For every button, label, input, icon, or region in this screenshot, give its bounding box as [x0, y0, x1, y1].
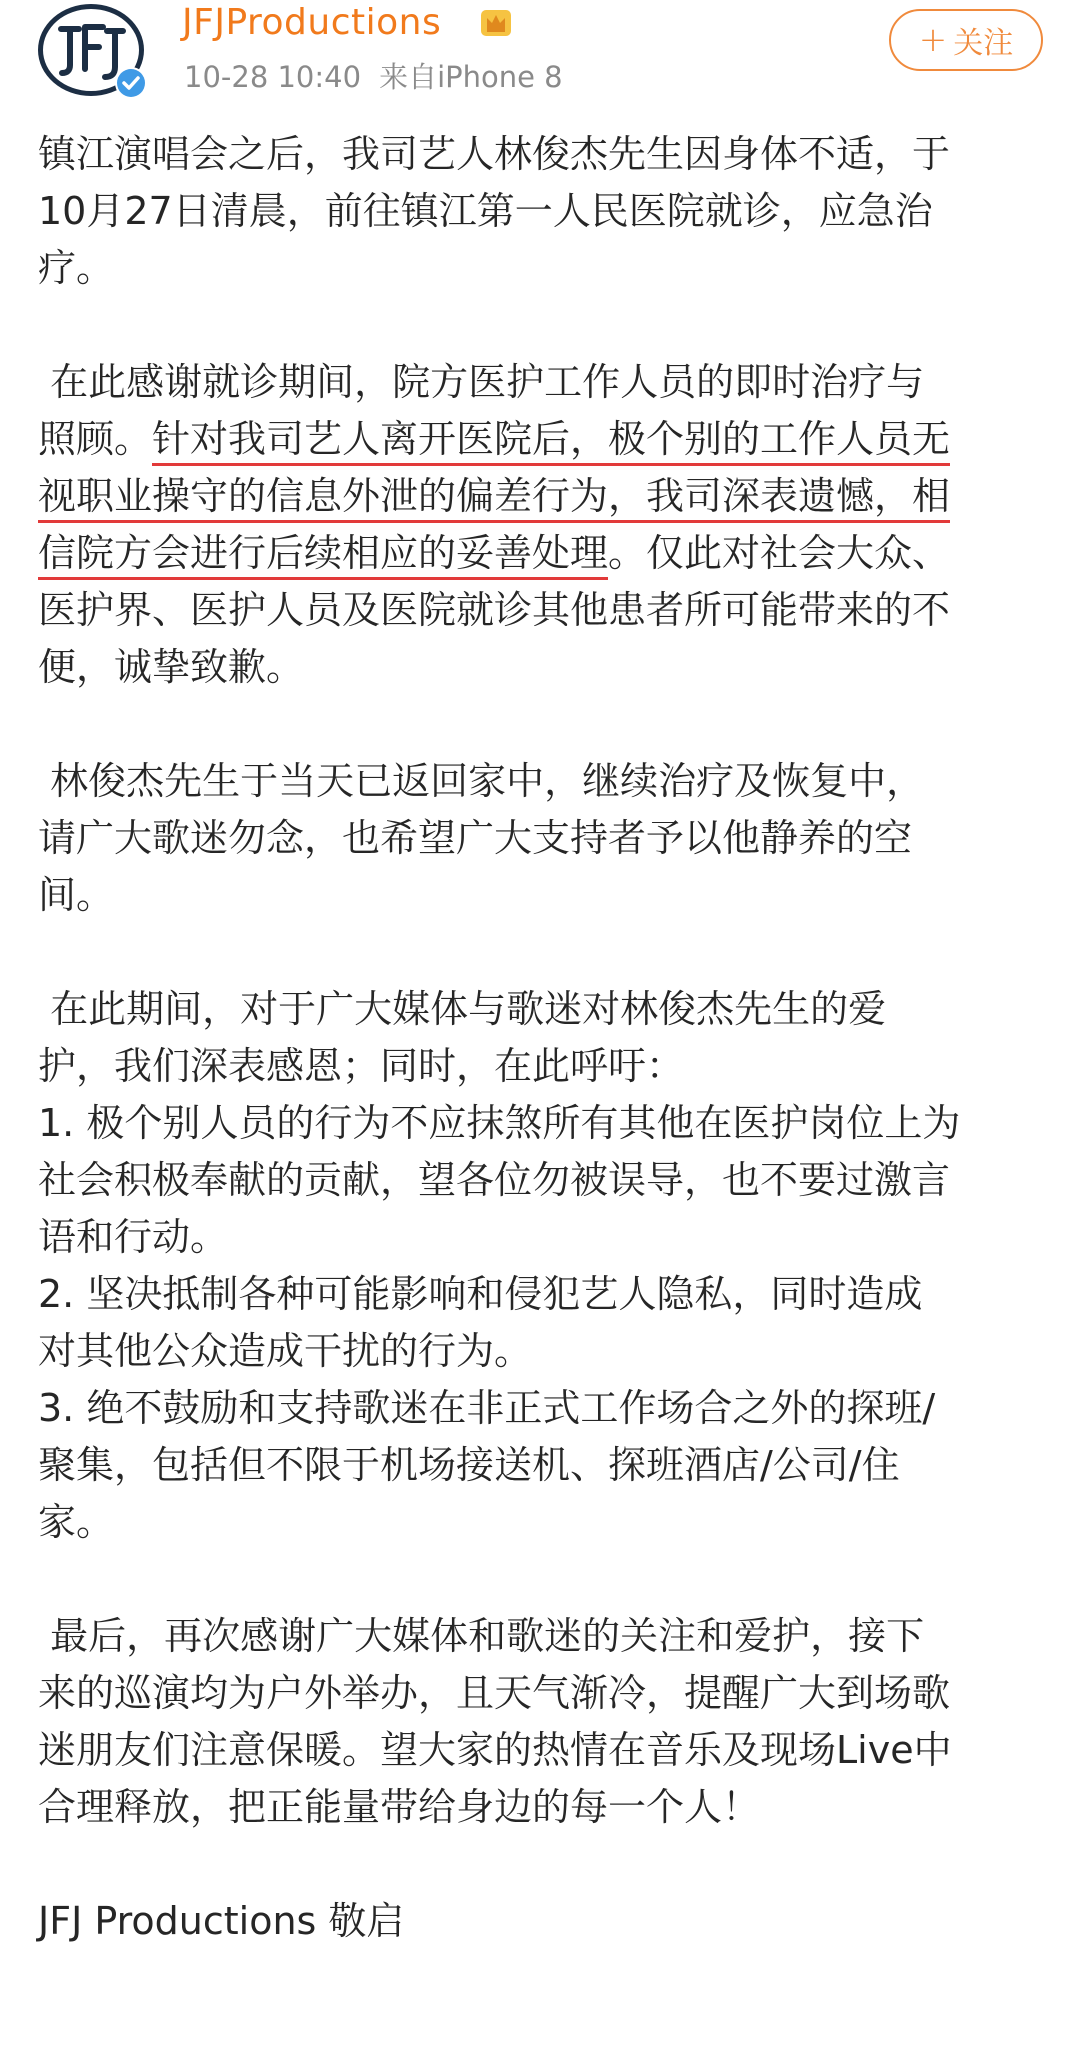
post-text: 。仅此对社会大众、 — [608, 531, 951, 575]
blank-line — [38, 924, 1058, 981]
blank-line — [38, 696, 1058, 753]
list-item: 3. 绝不鼓励和支持歌迷在非正式工作场合之外的探班/ — [38, 1386, 936, 1430]
signature: JFJ Productions 敬启 — [38, 1899, 405, 1943]
post-line: 对其他公众造成干扰的行为。 — [38, 1329, 533, 1373]
post-line — [38, 468, 1058, 525]
post-line: 便，诚挚致歉。 — [38, 645, 305, 689]
follow-label: 关注 — [953, 26, 1014, 61]
crown-icon — [478, 4, 514, 40]
highlighted-text: 针对我司艺人离开医院后，极个别的工作人员无 — [152, 417, 950, 466]
post-line: 社会积极奉献的贡献，望各位勿被误导，也不要过激言 — [38, 1158, 951, 1202]
plus-icon: + — [918, 20, 948, 60]
post-line: 镇江演唱会之后，我司艺人林俊杰先生因身体不适，于 — [38, 132, 951, 176]
post-line: 护，我们深表感恩；同时，在此呼吁： — [38, 1044, 685, 1088]
source-device[interactable]: iPhone 8 — [437, 60, 563, 94]
post-line: 林俊杰先生于当天已返回家中，继续治疗及恢复中， — [38, 759, 925, 803]
post-line: 请广大歌迷勿念，也希望广大支持者予以他静养的空 — [38, 816, 913, 860]
follow-button[interactable] — [889, 9, 1043, 71]
username[interactable]: JFJProductions — [182, 2, 442, 43]
blank-line — [38, 297, 1058, 354]
post-line: 在此期间，对于广大媒体与歌迷对林俊杰先生的爱 — [38, 987, 887, 1031]
post-line: 间。 — [38, 873, 115, 917]
post-line: 合理释放，把正能量带给身边的每一个人！ — [38, 1785, 761, 1829]
post-line: 医护界、医护人员及医院就诊其他患者所可能带来的不 — [38, 588, 951, 632]
post-line-mixed — [38, 411, 1058, 468]
post-line: 语和行动。 — [38, 1215, 229, 1259]
post-line: 在此感谢就诊期间，院方医护工作人员的即时治疗与 — [38, 360, 925, 404]
list-item: 2. 坚决抵制各种可能影响和侵犯艺人隐私，同时造成 — [38, 1272, 923, 1316]
highlighted-text: 信院方会进行后续相应的妥善处理 — [38, 531, 608, 580]
post-line: 迷朋友们注意保暖。望大家的热情在音乐及现场Live中 — [38, 1728, 952, 1772]
post-line: 10月27日清晨，前往镇江第一人民医院就诊，应急治 — [38, 189, 933, 233]
post-line: 疗。 — [38, 246, 115, 290]
post-line: 家。 — [38, 1500, 115, 1544]
post-header — [0, 0, 1082, 110]
blank-line — [38, 1836, 1058, 1893]
post-line-mixed — [38, 525, 1058, 582]
post-body — [38, 126, 1058, 1950]
verified-badge-icon — [115, 67, 147, 99]
post-line: 来的巡演均为户外举办，且天气渐冷，提醒广大到场歌 — [38, 1671, 951, 1715]
blank-line — [38, 1551, 1058, 1608]
post-text: 照顾。 — [38, 417, 153, 461]
highlighted-text: 视职业操守的信息外泄的偏差行为，我司深表遗憾，相 — [38, 474, 950, 523]
post-meta — [184, 55, 563, 96]
source-prefix: 来自 — [379, 60, 438, 94]
post-line: 聚集，包括但不限于机场接送机、探班酒店/公司/住 — [38, 1443, 900, 1487]
post-timestamp: 10-28 10:40 — [184, 60, 362, 94]
list-item: 1. 极个别人员的行为不应抹煞所有其他在医护岗位上为 — [38, 1101, 961, 1145]
post-line: 最后，再次感谢广大媒体和歌迷的关注和爱护，接下 — [38, 1614, 925, 1658]
